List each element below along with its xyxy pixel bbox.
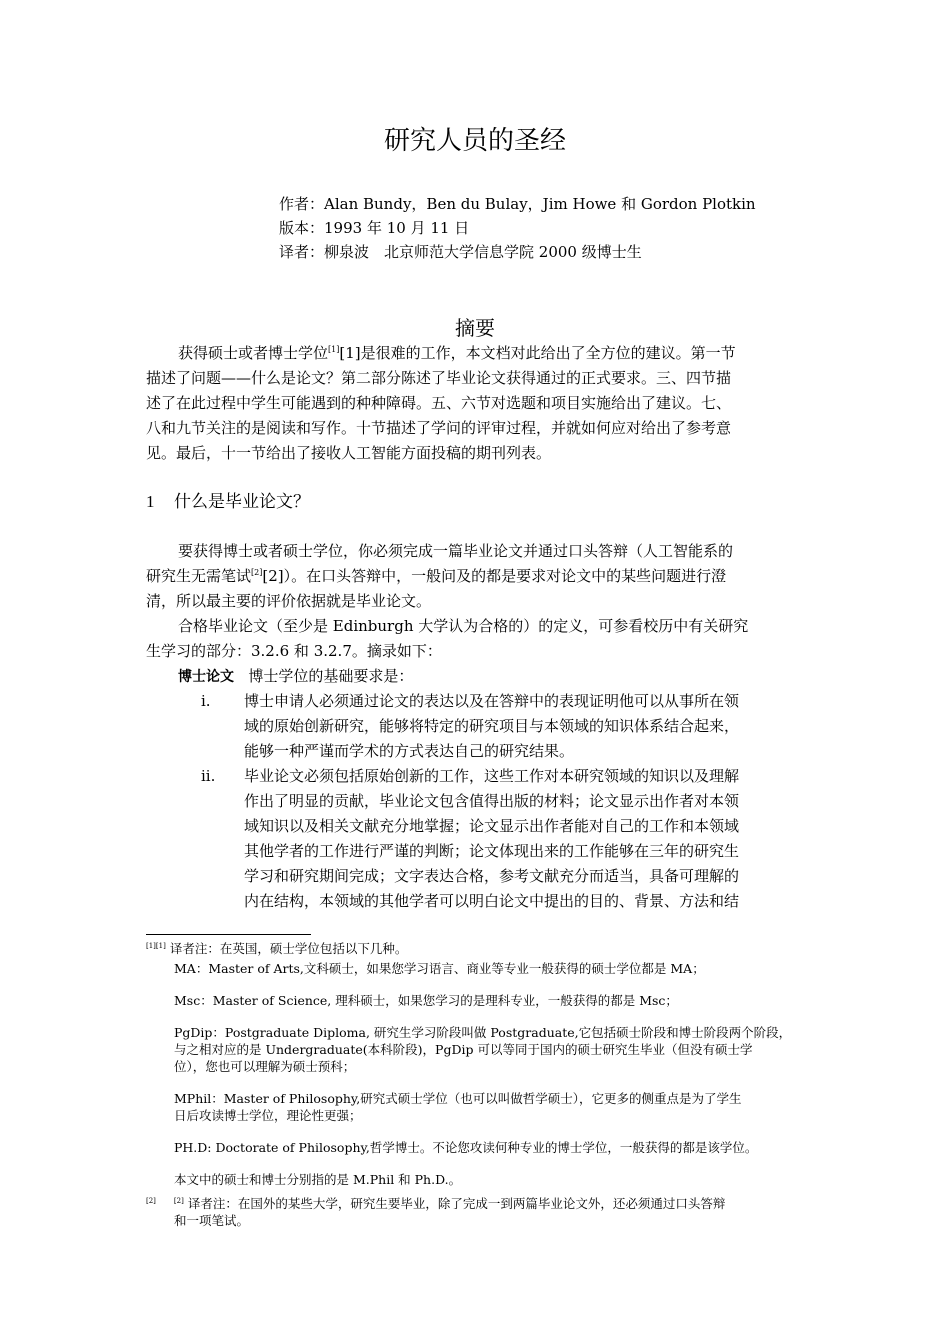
version-line: 版本：1993 年 10 月 11 日 — [279, 219, 470, 237]
footnote-separator — [146, 934, 311, 935]
abstract-line: 获得硕士或者博士学位[1][1]是很难的工作，本文档对此给出了全方位的建议。第一节 — [178, 344, 736, 362]
abstract-paragraph — [146, 341, 806, 466]
translator-line: 译者：柳泉波 北京师范大学信息学院 2000 级博士生 — [279, 243, 642, 261]
section-paragraph-2 — [146, 614, 806, 664]
phd-requirements-intro — [146, 664, 806, 689]
phd-label: 博士论文 — [178, 669, 234, 685]
document-title: 研究人员的圣经 — [383, 126, 566, 156]
list-item-label: ii. — [201, 767, 216, 785]
abstract-line: 述了在此过程中学生可能遇到的种种障碍。五、六节对选题和项目实施给出了建议。七、 — [146, 394, 732, 412]
footnote-ref-2[interactable]: [2] — [251, 568, 263, 577]
section-title: 什么是毕业论文？ — [174, 492, 310, 512]
section-paragraph-1 — [146, 539, 806, 614]
paragraph-line: 生学习的部分：3.2.6 和 3.2.7。摘录如下： — [146, 642, 442, 660]
abstract-line: 见。最后，十一节给出了接收人工智能方面投稿的期刊列表。 — [146, 444, 552, 462]
abstract-line: 描述了问题——什么是论文？第二部分陈述了毕业论文获得通过的正式要求。三、四节描 — [146, 369, 732, 387]
paragraph-line: 要获得博士或者硕士学位，你必须完成一篇毕业论文并通过口头答辩（人工智能系的 — [178, 542, 734, 560]
section-number: 1 — [146, 492, 155, 511]
footnote-mark: [1][1] — [146, 941, 166, 950]
list-item-body: 毕业论文必须包括原始创新的工作，这些工作对本研究领域的知识以及理解 作出了明显的贡献，毕业论文包含值得出版的材料；论文显示出作者对本领 域知识以及相关文献充分地掌握；论文显示出作者能对自己的工作和本领域 其他学者的工作进行严谨的判断；论文体现出来的工作能够在三年的研究生 学习和研究期间完成；文字表达合格，参考文献充分而适当，具备可理解的 内在结构，本领域的其他学者可以明白论文中提出的目的、背景、方法和结 — [244, 767, 740, 910]
authors-line: 作者：Alan Bundy，Ben du Bulay，Jim Howe 和 Gordon Plotkin — [279, 195, 756, 213]
paragraph-line: 研究生无需笔试[2][2]）。在口头答辩中，一般问及的都是要求对论文中的某些问题进行澄 — [146, 567, 727, 585]
footnote-1: [1][1] 译者注：在英国，硕士学位包括以下几种。 MA：Master of Arts,文科硕士，如果您学习语言、商业等专业一般获得的硕士学位都是 MA； Msc：Master of Science, 理科硕士，如果您学习的是理科专业，一般获得的都是 Msc； PgDip：Postgraduate Diploma, 研究生学习阶段叫做 Postgraduate,它包括硕士阶段和博士阶段两个阶段， 与之相对应的是 Undergraduate(本科阶段)，PgDip 可以等同于国内的硕士研究生毕业（但没有硕士学 位），您也可以理解为硕士预科； MPhil：Master of Philosophy,研究式硕士学位（也可以叫做哲学硕士），它更多的侧重点是为了学生 日后攻读博士学位，理论性更强； PH.D: Doctorate of Philosophy,哲学博士。不论您攻读何种专业的博士学位，一般获得的都是该学位。 本文中的硕士和博士分别指的是 M.Phil 和 Ph.D.。 — [146, 941, 792, 1187]
phd-intro: 博士学位的基础要求是： — [248, 667, 414, 685]
abstract-heading: 摘要 — [455, 316, 495, 340]
document-meta — [279, 192, 756, 264]
paragraph-line: 清，所以最主要的评价依据就是毕业论文。 — [146, 592, 432, 610]
footnote-2: [2] [2] 译者注：在国外的某些大学，研究生要毕业，除了完成一到两篇毕业论文外，还必须通过口头答辩 和一项笔试。 — [146, 1196, 726, 1228]
footnote-ref-1[interactable]: [1] — [328, 345, 340, 354]
abstract-line: 八和九节关注的是阅读和写作。十节描述了学问的评审过程，并就如何应对给出了参考意 — [146, 419, 732, 437]
section-heading — [146, 489, 310, 515]
list-item-label: i. — [201, 692, 211, 710]
paragraph-line: 合格毕业论文（至少是 Edinburgh 大学认为合格的）的定义，可参看校历中有关研究 — [178, 617, 749, 635]
list-item-body: 博士申请人必须通过论文的表达以及在答辩中的表现证明他可以从事所在领 域的原始创新研究，能够将特定的研究项目与本领域的知识体系结合起来， 能够一种严谨而学术的方式表达自己的研究结果。 — [244, 692, 740, 760]
footnote-mark: [2] — [146, 1196, 156, 1205]
